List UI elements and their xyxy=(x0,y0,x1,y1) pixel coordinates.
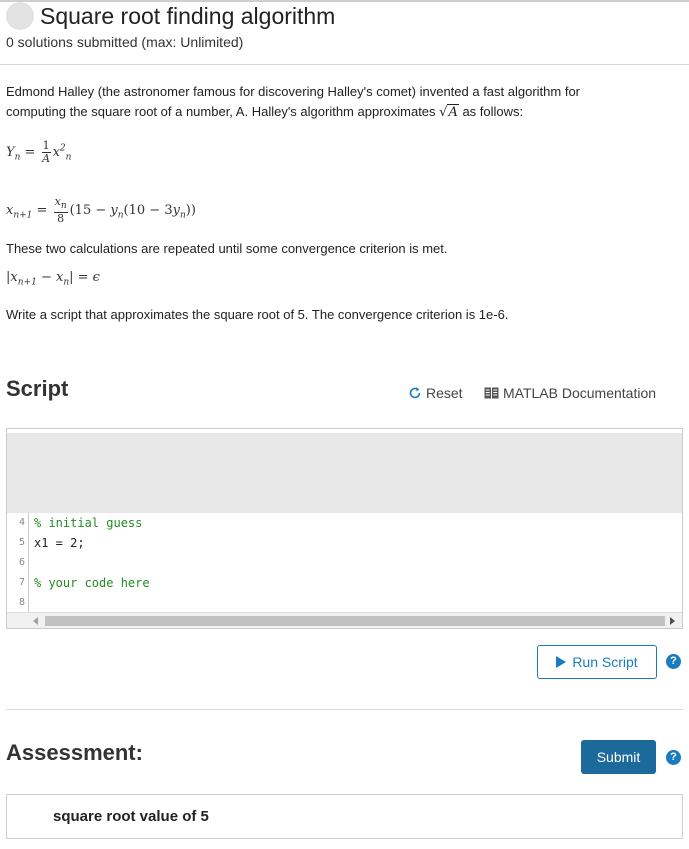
code-comment: % your code here xyxy=(34,576,150,590)
submit-help-icon[interactable]: ? xyxy=(666,750,681,765)
run-script-button[interactable] xyxy=(537,645,657,679)
problem-title: Square root finding algorithm xyxy=(40,3,336,29)
sqrt-symbol: √ xyxy=(439,105,448,120)
line-number: 6 xyxy=(7,553,29,573)
line-number: 7 xyxy=(7,573,29,593)
section-divider xyxy=(6,709,683,710)
code-line[interactable] xyxy=(7,593,682,613)
code-line[interactable] xyxy=(7,453,682,473)
run-script-label: Run Script xyxy=(572,654,638,670)
assessment-heading: Assessment: xyxy=(6,740,143,765)
code-text: x1 = 2; xyxy=(34,536,85,550)
scroll-right-arrow-icon[interactable] xyxy=(670,617,675,625)
code-line[interactable] xyxy=(7,433,682,453)
play-icon xyxy=(556,656,566,668)
run-help-icon[interactable]: ? xyxy=(666,654,681,669)
description-line-1: Edmond Halley (the astronomer famous for discovering Halley's comet) invented a fast algorithm for xyxy=(6,84,581,99)
equation-y: $Y_n$ = $\frac{1}{A}$ $x^2_n$ xyxy=(6,139,72,165)
solution-status-icon xyxy=(6,2,34,30)
assessment-test-item[interactable] xyxy=(6,794,683,839)
header-divider xyxy=(0,64,689,65)
submit-button[interactable]: Submit xyxy=(581,740,656,774)
test-label: square root value of 5 xyxy=(53,808,209,825)
top-border xyxy=(0,0,689,2)
line-number: 5 xyxy=(7,533,29,553)
code-line[interactable] xyxy=(7,473,682,530)
repeat-paragraph: These two calculations are repeated until some convergence criterion is met. xyxy=(6,241,448,256)
code-comment: % initial guess xyxy=(34,516,143,530)
code-editor[interactable] xyxy=(6,428,683,629)
problem-description xyxy=(6,82,666,123)
equation-convergence: $|x_{n+1} - x_n| = \epsilon$ xyxy=(6,270,100,288)
matlab-documentation-link[interactable] xyxy=(484,385,656,401)
solutions-count: 0 solutions submitted (max: Unlimited) xyxy=(6,34,244,50)
book-icon xyxy=(484,387,499,399)
equation-x: $x_{n+1}$ = $\frac{x_n}{8}$ $(15 - y_n(10 - 3y_n))$ xyxy=(6,195,196,226)
reset-icon xyxy=(408,386,422,400)
code-line[interactable] xyxy=(7,573,682,608)
reset-label: Reset xyxy=(426,385,463,401)
sqrt-argument: A xyxy=(448,105,458,120)
scroll-left-arrow-icon[interactable] xyxy=(33,617,38,625)
reset-button[interactable] xyxy=(408,385,463,401)
description-line-2: computing the square root of a number, A. Halley's algorithm approximates √A as follows: xyxy=(6,104,524,120)
task-paragraph: Write a script that approximates the square root of 5. The convergence criterion is 1e-6. xyxy=(6,307,509,322)
script-heading: Script xyxy=(6,376,69,401)
horizontal-scrollbar[interactable] xyxy=(7,612,682,628)
scrollbar-thumb[interactable] xyxy=(45,616,665,626)
code-line[interactable] xyxy=(7,533,682,590)
line-number: 8 xyxy=(7,593,29,613)
line-number: 4 xyxy=(7,513,29,533)
documentation-label: MATLAB Documentation xyxy=(503,385,657,401)
